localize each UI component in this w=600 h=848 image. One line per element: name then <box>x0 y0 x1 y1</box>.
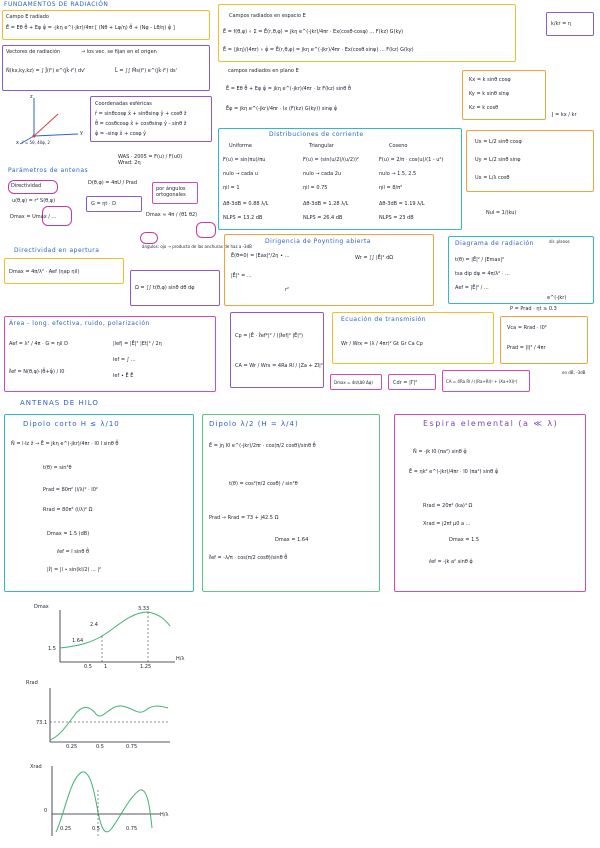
section-u-components <box>466 130 594 192</box>
plot3-ref-label: 0 <box>44 808 48 814</box>
equation: Cdr = |Γ|² <box>393 380 418 386</box>
coordinate-axes-diagram <box>14 96 84 146</box>
section-title: Diagrama de radiación <box>455 240 534 247</box>
plot2-ylabel: Rrad <box>26 680 38 686</box>
solid-angle-integral: Ω = ∫∫ t(θ,φ) sinθ dθ dφ <box>135 285 195 291</box>
equation: Ē(θ=0) = |Eax|²/2η ∙ ... <box>231 253 290 259</box>
origin-dot <box>33 135 36 138</box>
equation: Rrad = 20π² (ka)⁴ Ω <box>423 503 473 509</box>
directividad-label: Directividad <box>11 183 42 189</box>
cell: NLPS = 13.2 dB <box>223 215 263 221</box>
highlight-theta <box>140 232 158 244</box>
gain-formula: G = ηt · D <box>91 201 116 207</box>
theta-hat: θ̂ = cosθcosφ x̂ + cosθsinφ ŷ - sinθ ẑ <box>95 121 187 127</box>
section-directividad-apertura <box>4 258 124 284</box>
plot1-low-label: 1.64 <box>72 638 84 644</box>
box-dmax <box>330 374 382 390</box>
equation: Prad = |I|² / 4πr <box>507 345 546 351</box>
equation: N̄ = l·Iz ẑ → Ē = jkη e^(-jkr)/4πr · I0 l sinθ θ̂ <box>11 441 119 447</box>
plot1-xtick: 0.5 <box>84 664 92 670</box>
equation: Dmax = 4π/(Δθ Δφ) <box>334 380 373 385</box>
section-coef-polarizacion <box>230 312 324 388</box>
equation: t(θ) = |Ē|² / |Emax|² <box>455 257 505 263</box>
section-k-components <box>462 70 546 120</box>
section-area-long-efectiva <box>4 316 216 392</box>
section-title-parametros: Parámetros de antenas <box>8 167 89 174</box>
nul: Nul = 1/(ku) <box>486 210 517 216</box>
plot2-xtick: 0.25 <box>66 744 78 750</box>
equation: Ē = jη I0 e^(-jkr)/2πr · cos(π/2 cosθ)/sinθ θ̂ <box>209 443 316 449</box>
w-formula: Wrad: 2η <box>118 160 141 166</box>
normalized-pattern: WAS · 2005 = F(u) / F(u0) <box>118 154 183 160</box>
equation: |Ē|² = ... <box>231 273 252 279</box>
ux: Ux = L/2 sinθ cosφ <box>475 139 522 145</box>
cell: nulo → cada 2u <box>303 171 342 177</box>
equation: ℓef = -jk a² sinθ φ̂ <box>429 559 473 565</box>
equation: Ē = ηk² e^(-jkr)/4πr · I0 (πa²) sinθ φ̂ <box>409 469 499 475</box>
cell: F(u) = sin(πu)/πu <box>223 157 266 163</box>
equation: Dmax = 1.5 <box>449 537 480 543</box>
uy: Uy = L/2 sinθ sinφ <box>475 157 521 163</box>
equation: ℓ̂ef = N(θ,φ)·(θ̂+φ̂) / I0 <box>9 369 65 375</box>
section-title: Dipolo λ/2 (H = λ/4) <box>209 420 299 428</box>
box-angulos-ortogonales <box>152 182 198 204</box>
box-cdr <box>388 374 436 390</box>
equation: Ēφ = jkη e^(-jkr)/4πr · Ix (F(kz) G(ky)) sinφ φ̂ <box>226 106 338 112</box>
highlight-lobe <box>196 222 216 238</box>
section-title: Espira elemental (a ≪ λ) <box>423 419 559 428</box>
prad-note: P = Prad · ηt ≥ 0.3 <box>510 306 557 312</box>
section-vca-prad <box>500 316 588 364</box>
section-campo-radiado <box>2 10 210 40</box>
plot3-xtick: 0.25 <box>60 826 72 832</box>
subsection-title: campos radiados en plano E <box>228 68 299 74</box>
plot1-peak-label: 3.33 <box>138 606 150 612</box>
equation: lef = ∫ ... <box>113 357 136 363</box>
d-definition-right: D(θ,φ) = 4πU / Prad <box>88 180 138 186</box>
equation: t(θ) = sin²θ <box>43 465 72 471</box>
ratio: J = kx / kr <box>552 112 577 118</box>
section-espira-elemental <box>394 414 586 592</box>
kz: Kz = k cosθ <box>469 105 499 111</box>
plot1-xlabel: H/λ <box>176 656 185 662</box>
section-coordenadas-esfericas <box>90 96 212 142</box>
plot2-ref-label: 73.1 <box>36 720 48 726</box>
equation: Wr / Wrx = (λ / 4πr)² Gt Gr Ca Cp <box>341 341 423 347</box>
cell: Δθ-3dB = 1.28 λ/L <box>303 201 349 207</box>
section-title: Vectores de radiación <box>6 49 61 55</box>
equation: Ē = Eθ θ̂ + Eφ φ̂ = jkη e^(-jkr)/4πr · Iz F(kz) sinθ θ̂ <box>226 86 351 92</box>
equation: N̄(kx,ky,kz) = ∫ J̄(r̄') e^(jk̂·r̄') dv' <box>6 68 86 74</box>
section-dipolo-media-onda <box>202 414 380 592</box>
plot3-xtick: 0.75 <box>126 826 138 832</box>
wire-antenna-plots <box>30 600 180 840</box>
cell: ηil = 1 <box>223 185 240 191</box>
plot1-mid-label: 2.4 <box>90 622 98 628</box>
equation: N̄ = -jk I0 (πa²) sinθ φ̂ <box>413 449 467 455</box>
product-note: ángulos: ojo → producto de las anchuras de haz a -3dB <box>142 244 252 249</box>
equation: t(θ) = cos²(π/2 cosθ) / sin²θ <box>229 481 298 487</box>
equation: ℓef = l sinθ θ̂ <box>57 549 90 555</box>
section-diagrama-radiacion <box>448 236 594 304</box>
plot2-curve <box>50 706 168 740</box>
section-title: Distribuciones de corriente <box>269 131 364 138</box>
col-header-coseno: Coseno <box>389 143 408 149</box>
axis-x-label: x <box>16 140 19 146</box>
section-eta <box>546 12 594 36</box>
equation: ℓ̂ef = -λ/π · cos(π/2 cosθ)/sinθ θ̂ <box>209 555 288 561</box>
axis-y-line <box>34 134 78 136</box>
d-definition: u(θ,φ) = r² S(θ,φ) <box>12 198 56 204</box>
ortho-note: por ángulos ortogonales <box>156 186 186 198</box>
section-title: Dirigencia de Poynting abierta <box>265 238 371 245</box>
equation: Dmax = 4π/λ² · Aef (ηap ηil) <box>9 269 80 275</box>
equation: k/kr = η <box>551 21 572 27</box>
equation: CA = 4Ra Rl / ((Ra+Rl)² + (Xa+Xl)²) <box>446 379 518 384</box>
axis-y-label: y <box>80 130 83 136</box>
cell: NLPS = 26.4 dB <box>303 215 343 221</box>
equation: Ē = f(θ,φ) ∘ Σ = Ē(r,θ,φ) = jkη e^(-jkr)/4πr · Ex(cosθ·cosφ) ... F(kz) G(ky) <box>223 29 404 35</box>
equation: Ē = Eθ θ̂ + Eφ φ̂ = -jkη e^(-jkr)/4πr [ (Nθ + Lφ/η) θ̂ + (Nφ - Lθ/η) φ̂ ] <box>6 25 175 31</box>
r-squared: r² <box>285 287 290 293</box>
equation: |ℓ̂| = |l ∙ sin(kl/2) ... |² <box>47 567 102 573</box>
equation: Aef = λ² / 4π · G = ηil D <box>9 341 68 347</box>
equation: Ē = (jkη)/(4πr) ∘ φ̂ = Ē(r,θ,φ) = jkη e^(-jkr)/4πr · Ex(cosθ·sinφ) ... F(kz) G(ky) <box>223 47 414 53</box>
plot1-xtick: 1.25 <box>140 664 152 670</box>
section-title: Coordenadas esféricas <box>95 101 152 107</box>
section-poynting <box>224 234 434 306</box>
page-title: FUNDAMENTOS DE RADIACIÓN <box>4 1 109 8</box>
wave-vector: r̄ = 5θ, 40φ, 2 <box>22 140 50 145</box>
equation: CA = Wr / Wrx = 4Ra Rl / |Za + Zl|² <box>235 363 323 369</box>
cell: F(u) = (sin(u/2)/(u/2))² <box>303 157 359 163</box>
equation: Cp = |Ē · ℓ̂ef*|² / (|ℓ̂ef|² |Ē|²) <box>235 333 303 339</box>
kx: Kx = k sinθ cosφ <box>469 77 511 83</box>
cell: Δθ-3dB = 1.19 λ/L <box>379 201 425 207</box>
cell: ηil = 8/π² <box>379 185 403 191</box>
equation: |lef| = |Ē|² |Et|² / 2η <box>113 341 162 347</box>
section-title: Ecuación de transmisión <box>341 316 427 323</box>
axis-z-label: z <box>30 94 33 100</box>
cell: nulo → cada u <box>223 171 258 177</box>
plot2-xtick: 0.75 <box>126 744 138 750</box>
equation: Dmax = 1.5 (dB) <box>47 531 90 537</box>
section-title: Campo E radiado <box>6 14 49 20</box>
plot2-xtick: 0.5 <box>96 744 104 750</box>
box-solid-angle <box>130 270 220 306</box>
section-distribuciones-corriente <box>218 128 462 230</box>
ky: Ky = k sinθ sinφ <box>469 91 509 97</box>
phi-hat: φ̂ = -sinφ x̂ + cosφ ŷ <box>95 131 147 137</box>
plot1-xtick: 1 <box>104 664 108 670</box>
equation: Xrad = j2πf μ0 a ... <box>423 521 471 527</box>
antenas-title: ANTENAS DE HILO <box>20 399 99 407</box>
equation: tsa dip dφ = 4π/λ² · ... <box>455 271 510 277</box>
col-header-uniforme: Uniforme <box>229 143 252 149</box>
note: dir. planos <box>549 239 570 244</box>
plot3-xlabel: H/λ <box>160 812 169 818</box>
equation: Prad = 80π² (l/λ)² · I0² <box>43 487 98 493</box>
plot3-curve <box>56 772 152 832</box>
uz: Ux = L/λ cosθ <box>475 175 510 181</box>
section-campos-radiados <box>218 4 516 62</box>
equation: Aef = |Ē|² / ... <box>455 285 489 291</box>
section-dipolo-corto <box>4 414 194 592</box>
equation: lef ∙ Ē Ē <box>113 373 134 379</box>
cell: ηil = 0.75 <box>303 185 328 191</box>
plot3-ylabel: Xrad <box>30 764 42 770</box>
equation: Prad → Rrad = 73 + j42.5 Ω <box>209 515 279 521</box>
plot1-ylabel: Dmax <box>34 604 49 610</box>
cell: NLPS = 23 dB <box>379 215 414 221</box>
section-ecuacion-transmision <box>332 312 494 364</box>
equation: L̄ = ∫∫ M̄s(r̄') e^(jk̂·r̄') ds' <box>115 68 178 74</box>
equation: Vca = Rrad · I0² <box>507 325 547 331</box>
plot3-xtick: 0.5 <box>92 826 100 832</box>
cell: F(u) = 2/π · cos(u)/(1 - u²) <box>379 157 444 163</box>
section-title: Campos radiados en espacio E <box>229 13 306 19</box>
col-header-triangular: Triangular <box>309 143 334 149</box>
dmax-approx: Dmax ≈ 4π / (θ1 θ2) <box>146 212 198 218</box>
section-title: Área - long. efectiva, ruido, polarización <box>9 320 150 327</box>
equation: e^(-jkr) <box>547 295 567 301</box>
equation: Rrad = 80π² (l/λ)² Ω <box>43 507 93 513</box>
r-vector <box>34 114 58 136</box>
box-ca <box>442 370 530 392</box>
box-gain <box>86 196 142 212</box>
equation: Dmax = 1.64 <box>275 537 309 543</box>
umax-formula: Dmax = Umax / ... <box>10 214 57 220</box>
section-title-apertura: Directividad en apertura <box>14 247 100 254</box>
section-vectores-radiacion <box>2 45 210 91</box>
r-hat: r̂ = sinθcosφ x̂ + sinθsinφ ŷ + cosθ ẑ <box>95 111 187 117</box>
note: → los vec. se fijan en el origen <box>81 49 157 55</box>
section-title: Dipolo corto H ≤ λ/10 <box>23 420 120 428</box>
cell: Δθ-3dB = 0.88 λ/L <box>223 201 269 207</box>
equation: Wr = ∫∫ |Ē|² dΩ <box>355 255 394 261</box>
cell: nulo → 1.5, 2.5 <box>379 171 417 177</box>
db-note: en dB, -3dB <box>562 370 586 375</box>
plot1-start-label: 1.5 <box>48 646 56 652</box>
